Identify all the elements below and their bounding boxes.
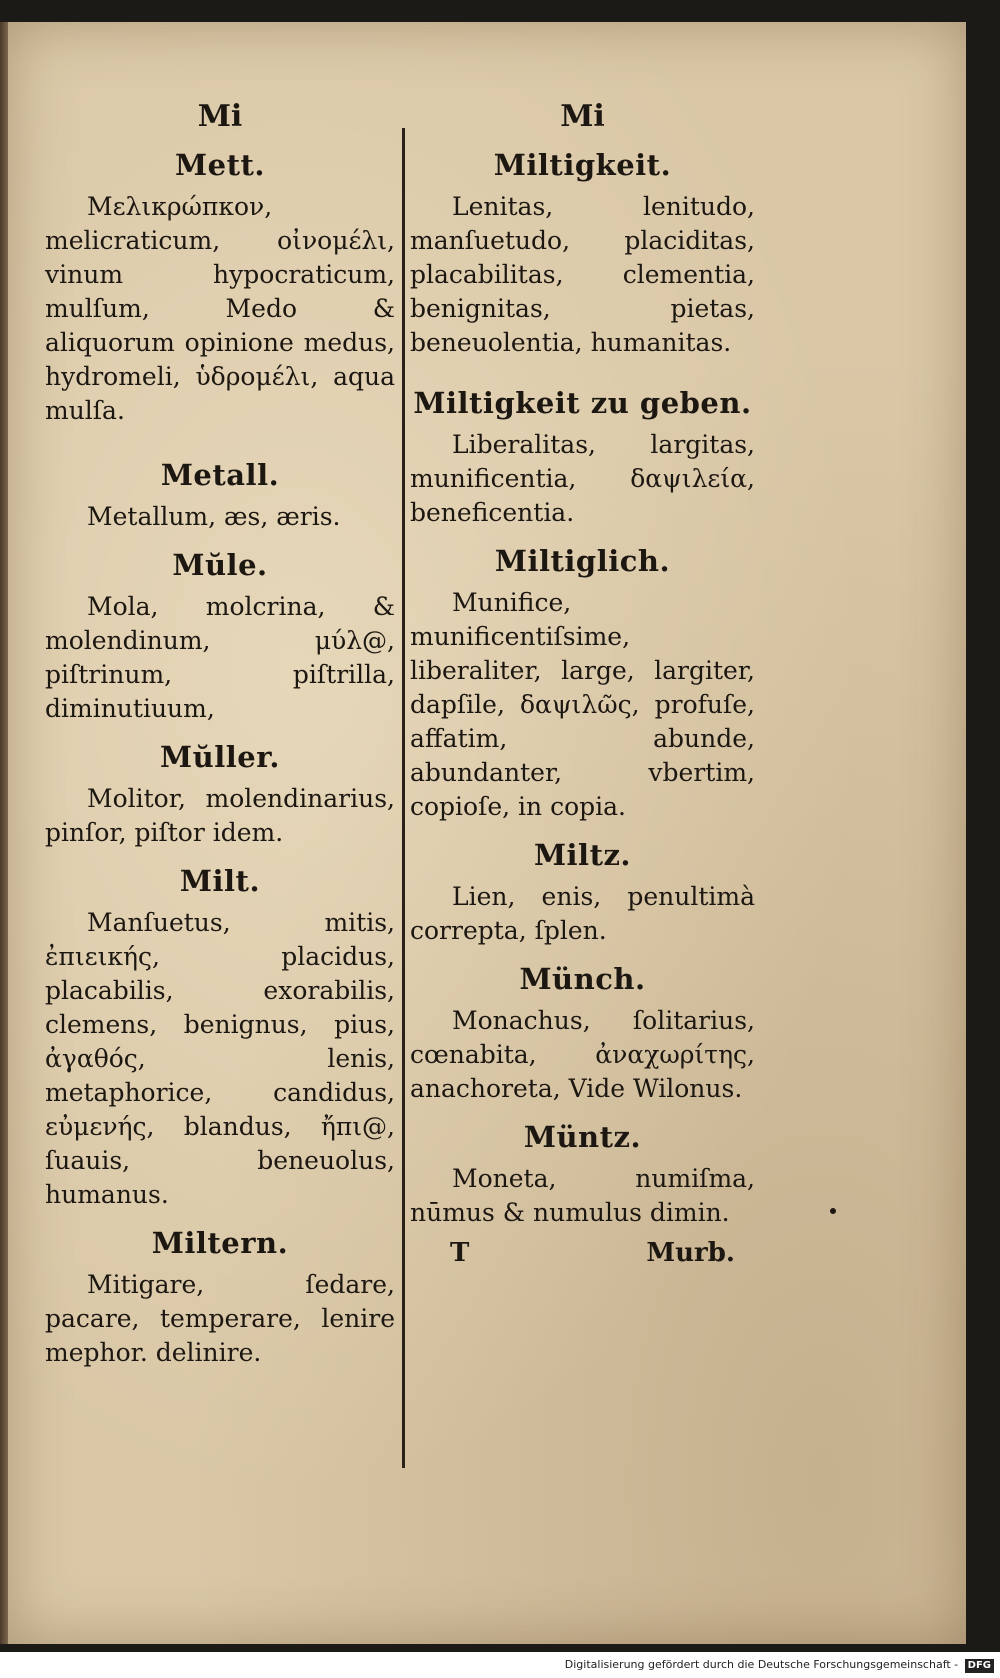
left-column bbox=[45, 100, 395, 1370]
entry-text: Mitigare, ſedare, pacare, temperare, lenire mephor. delinire. bbox=[45, 1270, 395, 1367]
entry-head: Mett. bbox=[175, 148, 265, 182]
entry-text: Munifice, munificentiſsime, liberaliter, large, largiter, dapſile, δαψιλῶς, profuſe, affatim, abunde, abundanter, vbertim, copioſe, in copia. bbox=[410, 588, 755, 821]
entry-text: Μελικρώπκον, melicraticum, οἰνομέλι, vinum hypocraticum, mulſum, Medo & aliquorum opinione medus, hydromeli, ὑδρομέλι, aqua mulſa. bbox=[45, 192, 395, 425]
signature-mark: T bbox=[450, 1238, 470, 1268]
entry-text: Monachus, ſolitarius, cœnabita, ἀναχωρίτης, anachoreta, Vide Wilonus. bbox=[410, 1006, 755, 1103]
entry-head: Mŭle. bbox=[172, 548, 268, 582]
footer-credit-text: Digitalisierung gefördert durch die Deutsche Forschungsgemeinschaft - bbox=[564, 1658, 959, 1671]
entry-text: Lenitas, lenitudo, manſuetudo, placiditas, placabilitas, clementia, benignitas, pietas, beneuolentia, humanitas. bbox=[410, 192, 755, 357]
entry-head: Miltigkeit zu geben. bbox=[413, 386, 752, 420]
entry-head: Metall. bbox=[160, 458, 280, 492]
left-column-head: Mi bbox=[197, 99, 243, 134]
dfg-logo: DFG bbox=[965, 1659, 994, 1673]
catchword: Murb. bbox=[646, 1238, 735, 1268]
column-divider bbox=[402, 128, 405, 1468]
entry-head: Miltern. bbox=[151, 1226, 289, 1260]
entry-text: Liberalitas, largitas, munificentia, δαψιλεία, beneficentia. bbox=[410, 430, 755, 527]
entry-head: Müntz. bbox=[523, 1120, 642, 1154]
right-column-head: Mi bbox=[560, 99, 605, 134]
entry-text: Molitor, molendinarius, pinſor, piſtor idem. bbox=[45, 784, 395, 847]
entry-head: Miltigkeit. bbox=[493, 148, 672, 182]
entry-text: Lien, enis, penultimà correpta, ſplen. bbox=[410, 882, 755, 945]
entry-text: Manſuetus, mitis, ἐπιεικής, placidus, placabilis, exorabilis, clemens, benignus, pius, ἀγαθός, lenis, metaphorice, candidus, εὐμενής, blandus, ἤπι@, ſuauis, beneuolus, humanus. bbox=[45, 908, 395, 1209]
page-bottom-line bbox=[410, 1236, 755, 1270]
entry-head: Miltz. bbox=[533, 838, 632, 872]
digitization-footer bbox=[0, 1652, 1000, 1678]
entry-text: Moneta, numiſma, nūmus & numulus dimin. bbox=[410, 1164, 755, 1227]
right-column bbox=[410, 100, 755, 1270]
entry-head: Milt. bbox=[179, 864, 261, 898]
entry-text: Mola, molcrina, & molendinum, μύλ@, piſtrinum, piſtrilla, diminutiuum, bbox=[45, 592, 395, 723]
entry-head: Mŭller. bbox=[160, 740, 280, 774]
ink-speck bbox=[830, 1208, 836, 1214]
entry-head: Miltiglich. bbox=[494, 544, 671, 578]
entry-head: Münch. bbox=[519, 962, 646, 996]
entry-text: Metallum, æs, æris. bbox=[87, 502, 341, 531]
